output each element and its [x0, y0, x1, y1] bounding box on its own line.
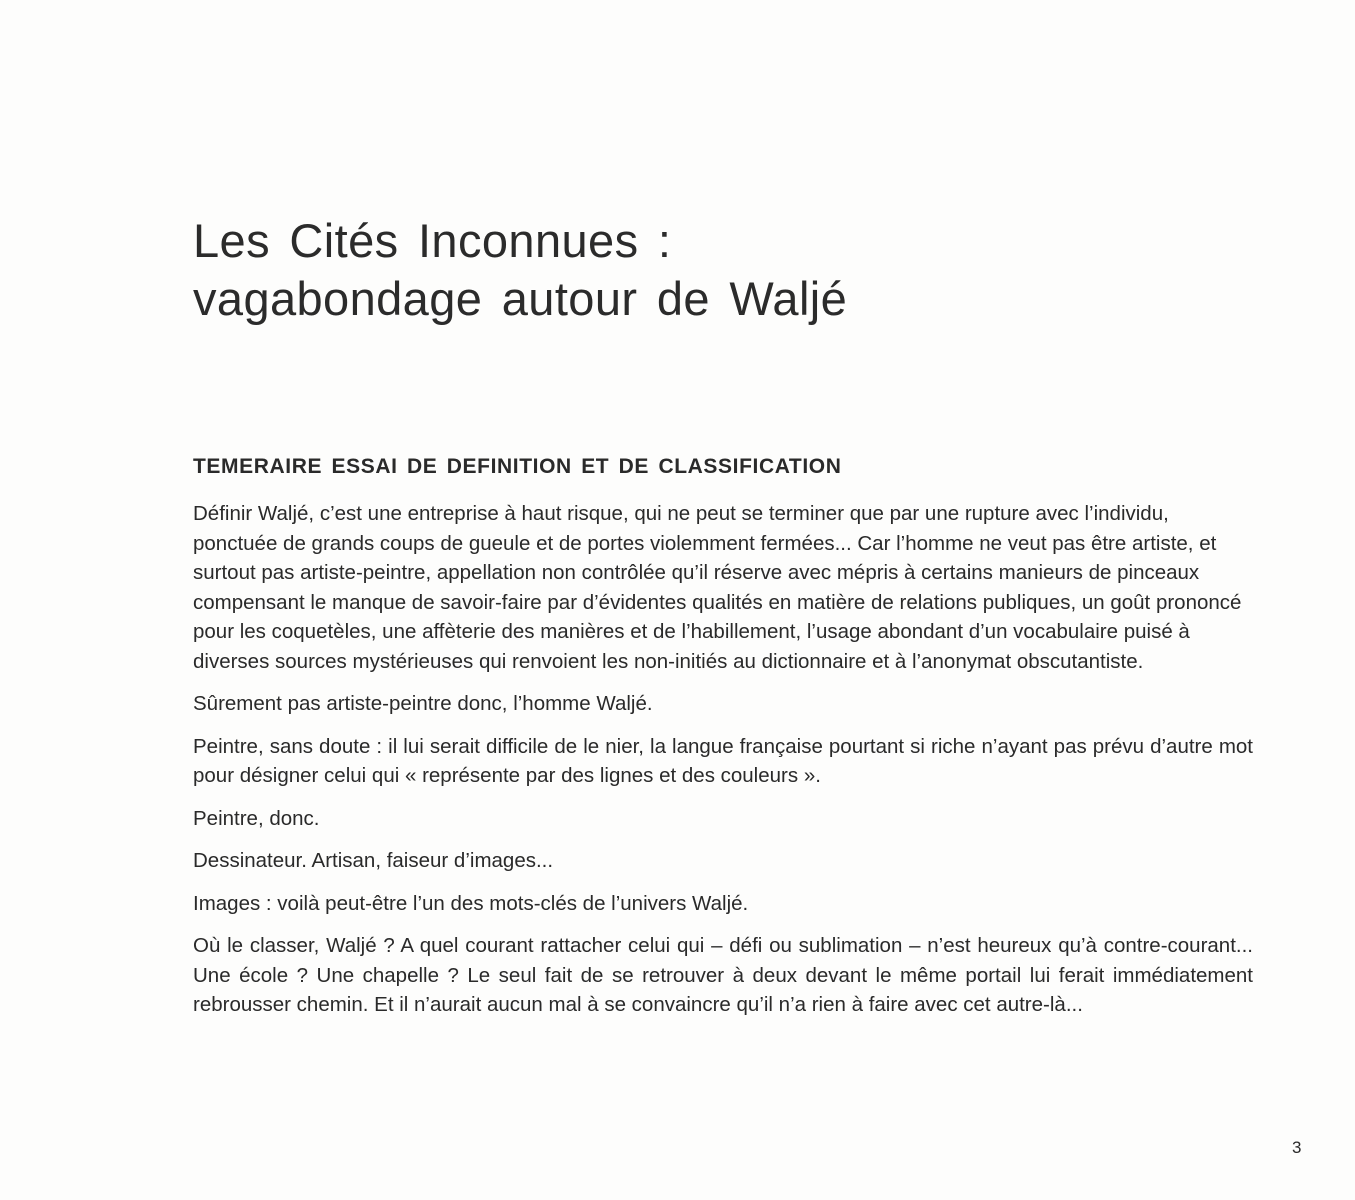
- paragraph-5: Dessinateur. Artisan, faiseur d’images...: [193, 849, 554, 872]
- body-text: [193, 499, 1253, 1033]
- paragraph-1: Définir Waljé, c’est une entreprise à haut risque, qui ne peut se terminer que par une rupture avec l’individu, ponctuée de grands coups de gueule et de portes violemment fermées... Car l’homme ne veut pas être artiste, et surtout pas artiste-peintre, appellation non contrôlée qu’il réserve avec mépris à certains manieurs de pinceaux compensant le manque de savoir-faire par d’évidentes qualités en matière de relations publiques, un goût prononcé pour les coquetèles, une affèterie des manières et de l’habillement, l’usage abondant d’un vocabulaire puisé à diverses sources mystérieuses qui renvoient les non-initiés au dictionnaire et à l’anonymat obscutantiste.: [193, 502, 1242, 673]
- section-heading: TEMERAIRE ESSAI DE DEFINITION ET DE CLASSIFICATION: [193, 455, 842, 478]
- title-line-2: vagabondage autour de Waljé: [193, 272, 848, 325]
- paragraph-3: Peintre, sans doute : il lui serait difficile de le nier, la langue française pourtant si riche n’ayant pas prévu d’autre mot pour désigner celui qui « représente par des lignes et des couleurs ».: [193, 734, 1253, 787]
- page-number: 3: [1292, 1138, 1302, 1157]
- paragraph-4: Peintre, donc.: [193, 806, 320, 830]
- title-line-1: Les Cités Inconnues :: [193, 214, 672, 267]
- paragraph-6: Images : voilà peut-être l’un des mots-clés de l’univers Waljé.: [193, 891, 749, 915]
- title-block: [193, 212, 1253, 328]
- paragraph-7: Où le classer, Waljé ? A quel courant rattacher celui qui – défi ou sublimation – n’est heureux qu’à contre-courant... Une école ? Une chapelle ? Le seul fait de se retrouver à deux devant le même portail lui ferait immédiatement rebrousser chemin. Et il n’aurait aucun mal à se convaincre qu’il n’a rien à faire avec cet autre-là...: [193, 934, 1253, 1016]
- paragraph-2: Sûrement pas artiste-peintre donc, l’homme Waljé.: [193, 692, 653, 715]
